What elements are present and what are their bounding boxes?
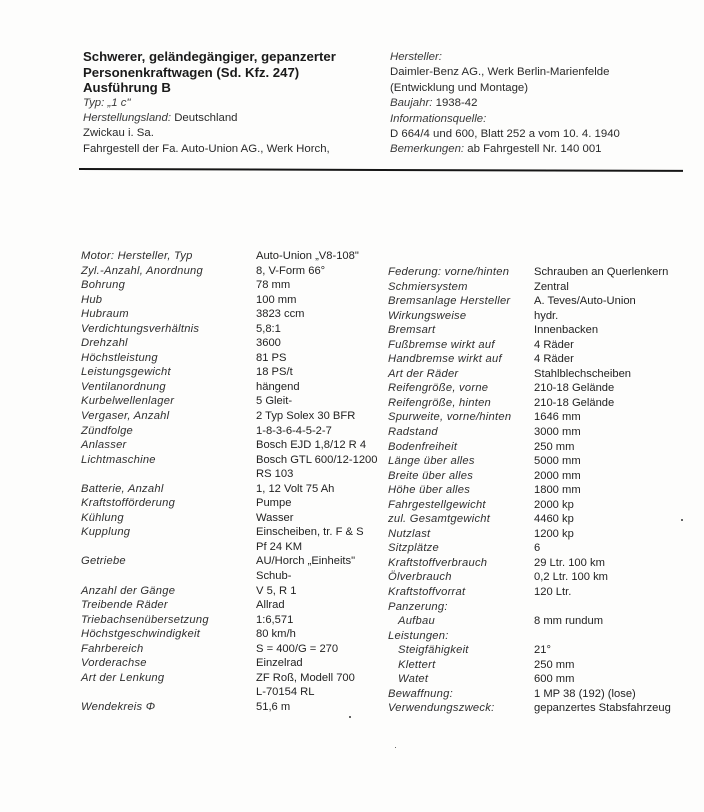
spec-right-row xyxy=(388,338,671,353)
spec-value: Pf 24 KM xyxy=(256,540,303,553)
spec-right-row xyxy=(388,396,671,411)
spec-value: 8, V-Form 66° xyxy=(256,264,326,277)
spec-label: Kraftstoffvorrat xyxy=(388,586,466,599)
spec-value: Einzelrad xyxy=(256,657,303,670)
spec-label: Länge über alles xyxy=(388,455,475,468)
spec-label: Kraftstoffverbrauch xyxy=(388,556,488,569)
spec-right-row xyxy=(388,556,671,571)
spec-left-row xyxy=(81,394,377,409)
spec-label: Lichtmaschine xyxy=(81,453,156,466)
fahrgestell-line: Fahrgestell der Fa. Auto-Union AG., Werk Horch, xyxy=(83,142,330,155)
spec-value: V 5, R 1 xyxy=(256,584,297,597)
spec-left-row xyxy=(81,700,377,715)
spec-label: zul. Gesamtgewicht xyxy=(388,513,491,526)
spec-right-row xyxy=(388,672,671,687)
spec-value: 2 Typ Solex 30 BFR xyxy=(256,410,356,423)
scan-speck xyxy=(681,519,683,521)
spec-label: Handbremse wirkt auf xyxy=(388,353,502,366)
spec-label xyxy=(81,569,256,584)
spec-left-row xyxy=(81,540,377,555)
spec-label: Ventilanordnung xyxy=(81,380,166,393)
spec-value: 2000 mm xyxy=(534,469,581,482)
spec-value: Einscheiben, tr. F & S xyxy=(256,526,364,539)
spec-left-row xyxy=(81,249,377,264)
spec-label: Watet xyxy=(398,673,429,686)
spec-left-row xyxy=(81,365,377,380)
header-divider-rule xyxy=(79,168,683,172)
spec-left-row xyxy=(81,482,377,497)
spec-label: Zyl.-Anzahl, Anordnung xyxy=(81,264,203,277)
spec-right-row xyxy=(388,469,671,484)
spec-table-right xyxy=(388,265,671,716)
spec-left-row xyxy=(81,671,377,686)
spec-label: Aufbau xyxy=(398,615,435,628)
spec-right-row xyxy=(388,600,671,615)
spec-label: Motor: Hersteller, Typ xyxy=(81,250,193,262)
spec-label xyxy=(81,467,256,482)
spec-left-row xyxy=(81,525,377,540)
spec-value: 1800 mm xyxy=(534,484,581,497)
spec-value: 0,2 Ltr. 100 km xyxy=(534,571,609,584)
spec-left-row xyxy=(81,307,377,322)
spec-left-row xyxy=(81,336,377,351)
spec-value: Wasser xyxy=(256,511,294,524)
scan-speck xyxy=(349,716,351,718)
spec-value: hängend xyxy=(256,380,300,393)
spec-right-row xyxy=(388,658,671,673)
spec-value: 250 mm xyxy=(534,658,575,671)
spec-right-row xyxy=(388,512,671,527)
herstellungsland-line xyxy=(83,111,383,126)
spec-label: Bremsanlage Hersteller xyxy=(388,295,511,308)
spec-label: Höchstleistung xyxy=(81,351,158,364)
spec-value: 1 MP 38 (192) (lose) xyxy=(534,687,636,700)
spec-label: Höchstgeschwindigkeit xyxy=(81,628,201,641)
baujahr-value: 1938-42 xyxy=(435,97,478,110)
spec-right-row xyxy=(388,454,671,469)
spec-value: 81 PS xyxy=(256,351,287,364)
spec-label: Art der Räder xyxy=(388,367,459,380)
spec-value: Allrad xyxy=(256,599,285,612)
spec-left-row xyxy=(81,351,377,366)
spec-value: 5000 mm xyxy=(534,455,581,468)
spec-label: Sitzplätze xyxy=(388,542,440,555)
spec-label: Bohrung xyxy=(81,279,126,292)
spec-value: 6 xyxy=(534,542,541,555)
spec-left-row xyxy=(81,613,377,628)
spec-label: Spurweite, vorne/hinten xyxy=(388,411,512,424)
spec-label: Leistungsgewicht xyxy=(81,366,171,379)
spec-value: Bosch GTL 600/12-1200 xyxy=(256,453,378,466)
herstellungsland-label: Herstellungsland: xyxy=(83,111,172,124)
spec-value: Zentral xyxy=(534,280,569,293)
spec-right-row xyxy=(388,701,671,716)
spec-value: 51,6 m xyxy=(256,700,291,713)
hersteller-value: Daimler-Benz AG., Werk Berlin-Marienfelde xyxy=(390,66,610,79)
spec-value: 21° xyxy=(534,644,551,657)
spec-value: 100 mm xyxy=(256,293,297,306)
spec-label: Hubraum xyxy=(81,308,129,321)
spec-label xyxy=(81,540,256,555)
spec-left-row xyxy=(81,569,377,584)
spec-label: Batterie, Anzahl xyxy=(81,482,164,495)
baujahr-label: Baujahr: xyxy=(390,97,433,110)
spec-value: 120 Ltr. xyxy=(534,586,572,599)
spec-value: 250 mm xyxy=(534,440,575,453)
spec-label xyxy=(81,685,256,700)
spec-left-row xyxy=(81,293,377,308)
hersteller-label: Hersteller: xyxy=(390,51,442,63)
spec-value: 600 mm xyxy=(534,673,575,686)
typ-value: „1 c" xyxy=(107,96,131,109)
spec-label: Hub xyxy=(81,293,103,306)
spec-value: gepanzertes Stabsfahrzeug xyxy=(534,702,671,715)
spec-left-row xyxy=(81,511,377,526)
spec-value: L-70154 RL xyxy=(256,686,315,699)
spec-label: Getriebe xyxy=(81,555,126,568)
spec-value: Pumpe xyxy=(256,497,292,510)
spec-left-row xyxy=(81,554,377,569)
title-line-1: Schwerer, geländegängiger, gepanzerter xyxy=(83,49,336,64)
spec-value: 4 Räder xyxy=(534,353,574,366)
typ-line xyxy=(83,96,383,111)
spec-label: Klettert xyxy=(398,658,436,671)
spec-left-row xyxy=(81,496,377,511)
spec-right-row xyxy=(388,541,671,556)
spec-value: 78 mm xyxy=(256,279,291,292)
bemerkungen-label: Bemerkungen: xyxy=(390,143,465,156)
spec-label: Leistungen: xyxy=(388,629,449,642)
spec-right-row xyxy=(388,410,671,425)
spec-value: S = 400/G = 270 xyxy=(256,642,339,655)
spec-value: Schub- xyxy=(256,570,292,583)
spec-label: Vorderachse xyxy=(81,657,147,670)
spec-label: Kupplung xyxy=(81,526,131,539)
spec-value: 4 Räder xyxy=(534,338,574,351)
spec-label: Reifengröße, vorne xyxy=(388,382,489,395)
spec-value: 3600 xyxy=(256,337,281,350)
spec-right-row xyxy=(388,629,671,644)
spec-right-row xyxy=(388,323,671,338)
spec-label: Bewaffnung: xyxy=(388,687,453,700)
spec-label: Kraftstofförderung xyxy=(81,497,176,510)
spec-label: Bodenfreiheit xyxy=(388,440,458,453)
spec-right-row xyxy=(388,367,671,382)
spec-label: Verdichtungsverhältnis xyxy=(81,322,200,335)
spec-value: 5,8:1 xyxy=(256,322,281,335)
spec-right-row xyxy=(388,294,671,309)
spec-left-row xyxy=(81,380,377,395)
spec-label: Kurbelwellenlager xyxy=(81,395,175,408)
spec-left-row xyxy=(81,453,377,468)
informationsquelle-value: D 664/4 und 600, Blatt 252 a vom 10. 4. 1940 xyxy=(390,128,620,141)
spec-label: Panzerung: xyxy=(388,600,448,613)
spec-right-row xyxy=(388,381,671,396)
spec-right-row xyxy=(388,585,671,600)
spec-value: 1200 kp xyxy=(534,527,574,540)
spec-label: Anzahl der Gänge xyxy=(81,584,176,597)
spec-label: Kühlung xyxy=(81,511,124,524)
spec-value: 1, 12 Volt 75 Ah xyxy=(256,482,335,495)
spec-label: Anlasser xyxy=(81,439,127,452)
spec-left-row xyxy=(81,264,377,279)
spec-label: Fußbremse wirkt auf xyxy=(388,338,495,351)
header-right-block xyxy=(390,50,700,158)
spec-label: Bremsart xyxy=(388,324,436,337)
spec-label: Federung: vorne/hinten xyxy=(388,266,510,278)
spec-label: Fahrbereich xyxy=(81,642,144,655)
spec-value: hydr. xyxy=(534,309,559,322)
spec-value: AU/Horch „Einheits" xyxy=(256,555,356,568)
hersteller-note: (Entwicklung und Montage) xyxy=(390,81,529,94)
ort-line: Zwickau i. Sa. xyxy=(83,127,154,140)
spec-table-left xyxy=(81,249,377,715)
spec-label: Wendekreis Φ xyxy=(81,700,156,713)
spec-value: 5 Gleit- xyxy=(256,395,293,408)
spec-label: Steigfähigkeit xyxy=(398,644,469,657)
spec-right-row xyxy=(388,440,671,455)
baujahr-line xyxy=(390,96,700,111)
spec-right-row xyxy=(388,425,671,440)
spec-value: 80 km/h xyxy=(256,628,296,641)
spec-value: Stahlblechscheiben xyxy=(534,367,632,380)
spec-value: 18 PS/t xyxy=(256,366,293,379)
spec-right-row xyxy=(388,614,671,629)
bemerkungen-line xyxy=(390,142,700,157)
spec-label: Wirkungsweise xyxy=(388,309,467,322)
spec-label: Radstand xyxy=(388,426,438,439)
spec-label: Reifengröße, hinten xyxy=(388,396,492,409)
spec-right-row xyxy=(388,687,671,702)
spec-value: Innenbacken xyxy=(534,324,599,337)
spec-right-row xyxy=(388,483,671,498)
spec-value: 4460 kp xyxy=(534,513,574,526)
spec-value: 1:6,571 xyxy=(256,613,294,626)
spec-right-row xyxy=(388,498,671,513)
spec-right-row xyxy=(388,527,671,542)
spec-label: Nutzlast xyxy=(388,527,431,540)
spec-label: Zündfolge xyxy=(81,424,134,437)
title-line-2: Personenkraftwagen (Sd. Kfz. 247) xyxy=(83,64,300,80)
spec-value: A. Teves/Auto-Union xyxy=(534,295,636,308)
spec-label: Triebachsenübersetzung xyxy=(81,613,209,626)
spec-label: Fahrgestellgewicht xyxy=(388,498,486,511)
spec-left-row xyxy=(81,656,377,671)
spec-value: 8 mm rundum xyxy=(534,615,604,628)
header-left-block xyxy=(83,49,383,157)
spec-label: Schmiersystem xyxy=(388,280,468,293)
spec-left-row xyxy=(81,278,377,293)
herstellungsland-value: Deutschland xyxy=(174,111,238,124)
spec-right-row xyxy=(388,570,671,585)
spec-value: 3823 ccm xyxy=(256,308,305,321)
spec-left-row xyxy=(81,438,377,453)
spec-value: 29 Ltr. 100 km xyxy=(534,556,605,569)
spec-value: Bosch EJD 1,8/12 R 4 xyxy=(256,439,367,452)
spec-label: Verwendungszweck: xyxy=(388,702,495,715)
spec-left-row xyxy=(81,424,377,439)
spec-left-row xyxy=(81,467,377,482)
spec-label: Vergaser, Anzahl xyxy=(81,410,170,423)
spec-label: Art der Lenkung xyxy=(81,671,165,684)
spec-value: 3000 mm xyxy=(534,426,581,439)
title-line-3: Ausführung B xyxy=(83,80,171,95)
spec-value: Schrauben an Querlenkern xyxy=(534,266,669,278)
spec-left-row xyxy=(81,642,377,657)
spec-left-row xyxy=(81,409,377,424)
spec-value: 1646 mm xyxy=(534,411,581,424)
scan-speck xyxy=(395,747,396,748)
spec-right-row xyxy=(388,265,671,280)
typ-label: Typ: xyxy=(83,96,105,109)
spec-right-row xyxy=(388,643,671,658)
spec-left-row xyxy=(81,685,377,700)
spec-left-row xyxy=(81,584,377,599)
spec-right-row xyxy=(388,309,671,324)
spec-label: Treibende Räder xyxy=(81,599,168,612)
spec-label: Ölverbrauch xyxy=(388,571,452,584)
spec-left-row xyxy=(81,627,377,642)
spec-value: ZF Roß, Modell 700 xyxy=(256,671,355,684)
spec-right-row xyxy=(388,280,671,295)
informationsquelle-label: Informationsquelle: xyxy=(390,112,487,125)
spec-value: Auto-Union „V8-108" xyxy=(256,250,359,262)
spec-label: Breite über alles xyxy=(388,469,474,482)
spec-left-row xyxy=(81,598,377,613)
spec-right-row xyxy=(388,352,671,367)
spec-value: 210-18 Gelände xyxy=(534,396,615,409)
bemerkungen-value: ab Fahrgestell Nr. 140 001 xyxy=(467,143,602,156)
spec-label: Höhe über alles xyxy=(388,484,471,497)
spec-left-row xyxy=(81,322,377,337)
spec-label: Drehzahl xyxy=(81,337,128,350)
spec-value: 1-8-3-6-4-5-2-7 xyxy=(256,424,332,437)
spec-value: 210-18 Gelände xyxy=(534,382,615,395)
spec-value: RS 103 xyxy=(256,468,294,481)
spec-value: 2000 kp xyxy=(534,498,574,511)
